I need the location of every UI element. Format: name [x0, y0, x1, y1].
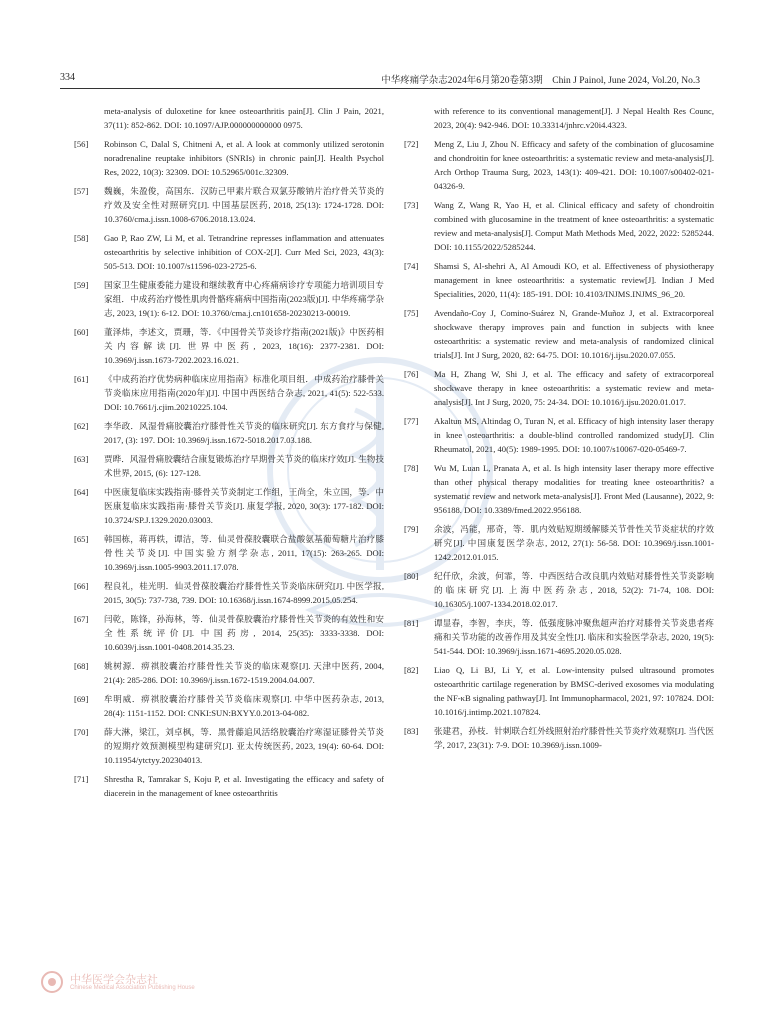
reference-number: [68] — [74, 661, 89, 671]
reference-text: 闫乾，陈锋，孙海林，等．仙灵骨葆胶囊治疗膝骨性关节炎的有效性和安全性系统评价[J]. 中国药房, 2014, 25(35): 3333-3338. DOI: 10.6039/j.issn.1001-0408.2014.35.23. — [104, 614, 384, 652]
reference-number: [58] — [74, 233, 89, 243]
reference-text: Shamsi S, Al-shehri A, Al Amoudi KO, et al. Effectiveness of physiotherapy management in knee osteoarthritis: a systematic review[J]. Indian J Med Specialities, 2020, 11(4): 185-191. DOI: 10.4103/INJMS.INJMS_96_20. — [434, 261, 714, 299]
reference-text: 牟明威．痹祺胶囊治疗膝骨关节炎临床观察[J]. 中华中医药杂志, 2013, 28(4): 1151-1152. DOI: CNKI:SUN:BXYY.0.2013-04-082. — [104, 694, 384, 718]
reference-text: 张建君，孙枝．针刺联合红外线照射治疗膝骨性关节炎疗效观察[J]. 当代医学, 2017, 23(31): 7-9. DOI: 10.3969/j.issn.1009- — [434, 726, 714, 750]
reference-number: [76] — [404, 369, 419, 379]
reference-number: [67] — [74, 614, 89, 624]
reference-number: [66] — [74, 581, 89, 591]
reference-number: [80] — [404, 571, 419, 581]
publisher-logo-subtext: Chinese Medical Association Publishing House — [70, 985, 195, 991]
reference-text: 姚树源．痹祺胶囊治疗膝骨性关节炎的临床观察[J]. 天津中医药, 2004, 21(4): 285-286. DOI: 10.3969/j.issn.1672-1519.2004.04.007. — [104, 661, 384, 685]
reference-text: Wang Z, Wang R, Yao H, et al. Clinical efficacy and safety of chondroitin combined with glucosamine in the treatment of knee osteoarthritis: a systematic review and meta-analysis[J]. Comput Math Methods Med, 2022, 2022: 5285244. DOI: 10.1155/2022/5285244. — [434, 200, 714, 252]
reference-item — [404, 104, 714, 132]
reference-text: 李华政．风湿骨痛胶囊治疗膝骨性关节炎的临床研究[J]. 东方食疗与保健, 2017, (3): 197. DOI: 10.3969/j.issn.1672-5018.2017.03.188. — [104, 421, 384, 445]
reference-text: Wu M, Luan L, Pranata A, et al. Is high intensity laser therapy more effective than other physical therapy modalities for treating knee osteoarthritis? a systematic review and network meta-analysis[J]. Front Med (Lausanne), 2022, 9: 956188. DOI: 10.3389/fmed.2022.956188. — [434, 463, 714, 515]
reference-text: Akaltun MS, Altindag O, Turan N, et al. Efficacy of high intensity laser therapy in knee osteoarthritis: a double-blind controlled randomized study[J]. Clin Rheumatol, 2021, 40(5): 1989-1995. DOI: 10.1007/s10067-020-05469-7. — [434, 416, 714, 454]
reference-item — [74, 452, 384, 480]
reference-item — [74, 659, 384, 687]
reference-item — [74, 532, 384, 574]
reference-number: [56] — [74, 139, 89, 149]
reference-item — [404, 259, 714, 301]
journal-running-head: 中华疼痛学杂志2024年6月第20卷第3期 Chin J Painol, June 2024, Vol.20, No.3 — [381, 76, 700, 86]
reference-text: 国家卫生健康委能力建设和继续教育中心疼痛病诊疗专项能力培训项目专家组．中成药治疗慢性肌肉骨骼疼痛病中国指南(2023版)[J]. 中华疼痛学杂志, 2023, 19(1): 6-12. DOI: 10.3760/cma.j.cn101658-20230213-00019. — [104, 280, 384, 318]
reference-number: [77] — [404, 416, 419, 426]
reference-number: [57] — [74, 186, 89, 196]
reference-text: Meng Z, Liu J, Zhou N. Efficacy and safety of the combination of glucosamine and chondroitin for knee osteoarthritis: a systematic review and meta-analysis[J]. Arch Orthop Trauma Surg, 2023, 143(1): 409-421. DOI: 10.1007/s00402-021-04326-9. — [434, 139, 714, 191]
reference-item — [404, 367, 714, 409]
reference-text: 贾晔．风湿骨痛胶囊结合康复锻炼治疗早期骨关节炎的临床疗效[J]. 生物技术世界, 2015, (6): 127-128. — [104, 454, 384, 478]
reference-text: 余波，冯能，邢奇，等．肌内效贴短期缓解膝关节骨性关节炎症状的疗效研究[J]. 中国康复医学杂志, 2012, 27(1): 56-58. DOI: 10.3969/j.issn.1001-1242.2012.01.015. — [434, 524, 714, 562]
reference-item — [74, 325, 384, 367]
reference-text: meta-analysis of duloxetine for knee osteoarthritis pain[J]. Clin J Pain, 2021, 37(11): 852-862. DOI: 10.1097/AJP.000000000000 0975. — [104, 106, 384, 130]
reference-item — [74, 372, 384, 414]
reference-item — [74, 579, 384, 607]
header-rule — [60, 88, 700, 89]
right-column — [404, 104, 714, 757]
reference-item — [74, 184, 384, 226]
reference-item — [404, 306, 714, 362]
reference-text: 谭显春，李智，李庆，等．低强度脉冲聚焦超声治疗对膝骨关节炎患者疼痛和关节功能的改善作用及其安全性[J]. 临床和实验医学杂志, 2020, 19(5): 541-544. DOI: 10.3969/j.issn.1671-4695.2020.05.028. — [434, 618, 714, 656]
reference-text: Robinson C, Dalal S, Chitneni A, et al. A look at commonly utilized serotonin noradrenaline reuptake inhibitors (SNRIs) in chronic pain[J]. Health Psychol Res, 2022, 10(3): 32309. DOI: 10.52965/001c.32309. — [104, 139, 384, 177]
page-number: 334 — [60, 72, 75, 83]
left-column — [74, 104, 384, 805]
reference-number: [63] — [74, 454, 89, 464]
reference-item — [74, 104, 384, 132]
reference-text: 董泽炜，李述文，贾珊，等．《中国骨关节炎诊疗指南(2021版)》中医药相关内容解读[J]. 世界中医药, 2023, 18(16): 2377-2381. DOI: 10.3969/j.issn.1673-7202.2023.16.021. — [104, 327, 384, 365]
reference-text: 魏巍，朱盈俊，高国东．汉防己甲素片联合双氯芬酸钠片治疗骨关节炎的疗效及安全性对照研究[J]. 中国基层医药, 2018, 25(13): 1724-1728. DOI: 10.3760/cma.j.issn.1008-6706.2018.13.024. — [104, 186, 384, 224]
reference-text: 韩国栋，蒋再轶，谭洁，等．仙灵骨葆胶囊联合盐酸氨基葡萄糖片治疗膝骨性关节炎[J]. 中国实验方剂学杂志, 2011, 17(15): 263-265. DOI: 10.3969/j.issn.1005-9903.2011.17.078. — [104, 534, 384, 572]
reference-number: [71] — [74, 774, 89, 784]
reference-item — [74, 278, 384, 320]
reference-item — [74, 612, 384, 654]
reference-item — [404, 461, 714, 517]
reference-number: [60] — [74, 327, 89, 337]
publisher-seal-icon — [40, 970, 64, 994]
reference-text: Shrestha R, Tamrakar S, Koju P, et al. Investigating the efficacy and safety of diacerein in the management of knee osteoarthritis — [104, 774, 384, 798]
reference-item — [74, 137, 384, 179]
reference-item — [74, 485, 384, 527]
reference-number: [75] — [404, 308, 419, 318]
reference-number: [73] — [404, 200, 419, 210]
reference-text: 中医康复临床实践指南·膝骨关节炎制定工作组，王尚全，朱立国，等．中医康复临床实践指南·膝骨关节炎[J]. 康复学报, 2020, 30(3): 177-182. DOI: 10.3724/SP.J.1329.2020.03003. — [104, 487, 384, 525]
reference-text: 薛大淋，梁江，刘卓枫，等．黑骨藤追风活络胶囊治疗寒湿证膝骨关节炎的短期疗效预测模型构建研究[J]. 亚太传统医药, 2023, 19(4): 60-64. DOI: 10.11954/ytctyy.202304013. — [104, 727, 384, 765]
reference-number: [70] — [74, 727, 89, 737]
reference-text: Ma H, Zhang W, Shi J, et al. The efficacy and safety of extracorporeal shockwave therapy in knee osteoarthritis: a systematic review and meta-analysis[J]. Int J Surg, 2020, 75: 24-34. DOI: 10.1016/j.ijsu.2020.01.017. — [434, 369, 714, 407]
reference-number: [78] — [404, 463, 419, 473]
reference-text: Gao P, Rao ZW, Li M, et al. Tetrandrine represses inflammation and attenuates osteoarthritis by selective inhibition of COX-2[J]. Curr Med Sci, 2023, 43(3): 505-513. DOI: 10.1007/s11596-023-2725-6. — [104, 233, 384, 271]
reference-item — [404, 414, 714, 456]
reference-item — [74, 419, 384, 447]
reference-number: [72] — [404, 139, 419, 149]
reference-text: Avendaño-Coy J, Comino-Suárez N, Grande-Muñoz J, et al. Extracorporeal shockwave therapy improves pain and function in subjects with knee osteoarthritis: a systematic review and meta-analysis of randomized clinical trials[J]. Int J Surg, 2020, 82: 64-75. DOI: 10.1016/j.ijsu.2020.07.055. — [434, 308, 714, 360]
reference-item — [404, 616, 714, 658]
reference-text: with reference to its conventional management[J]. J Nepal Health Res Counc, 2023, 20(4): 942-946. DOI: 10.33314/jnhrc.v20i4.4323. — [434, 106, 714, 130]
reference-number: [83] — [404, 726, 419, 736]
reference-text: 程良礼，桂光明．仙灵骨葆胶囊治疗膝骨性关节炎临床研究[J]. 中医学报, 2015, 30(5): 737-738, 739. DOI: 10.16368/j.issn.1674-8999.2015.05.254. — [104, 581, 384, 605]
reference-number: [82] — [404, 665, 419, 675]
reference-text: 纪仟欣，余波，何霏，等．中西医结合改良肌内效贴对膝骨性关节炎影响的临床研究[J]. 上海中医药杂志, 2018, 52(2): 71-74, 108. DOI: 10.16305/j.1007-1334.2018.02.017. — [434, 571, 714, 609]
reference-item — [74, 692, 384, 720]
reference-text: 《中成药治疗优势病种临床应用指南》标准化项目组．中成药治疗膝骨关节炎临床应用指南(2020年)[J]. 中国中西医结合杂志, 2021, 41(5): 522-533. DOI: 10.7661/j.cjim.20210225.104. — [104, 374, 384, 412]
publisher-logo-text: 中华医学会杂志社 — [70, 973, 158, 986]
reference-number: [74] — [404, 261, 419, 271]
reference-item — [74, 231, 384, 273]
reference-item — [404, 522, 714, 564]
reference-number: [62] — [74, 421, 89, 431]
reference-text: Liao Q, Li BJ, Li Y, et al. Low-intensity pulsed ultrasound promotes osteoarthritic cartilage regeneration by BMSC-derived exosomes via modulating the NF-κB signaling pathway[J]. Int Immunopharmacol, 2021, 97: 107824. DOI: 10.1016/j.intimp.2021.107824. — [434, 665, 714, 717]
reference-number: [59] — [74, 280, 89, 290]
page-header — [60, 72, 700, 88]
reference-item — [404, 569, 714, 611]
reference-item — [404, 137, 714, 193]
reference-number: [81] — [404, 618, 419, 628]
reference-number: [79] — [404, 524, 419, 534]
publisher-logo — [40, 970, 240, 1000]
reference-item — [404, 724, 714, 752]
reference-number: [65] — [74, 534, 89, 544]
reference-item — [404, 663, 714, 719]
reference-item — [74, 772, 384, 800]
reference-number: [69] — [74, 694, 89, 704]
reference-number: [64] — [74, 487, 89, 497]
reference-item — [404, 198, 714, 254]
reference-item — [74, 725, 384, 767]
reference-number: [61] — [74, 374, 89, 384]
